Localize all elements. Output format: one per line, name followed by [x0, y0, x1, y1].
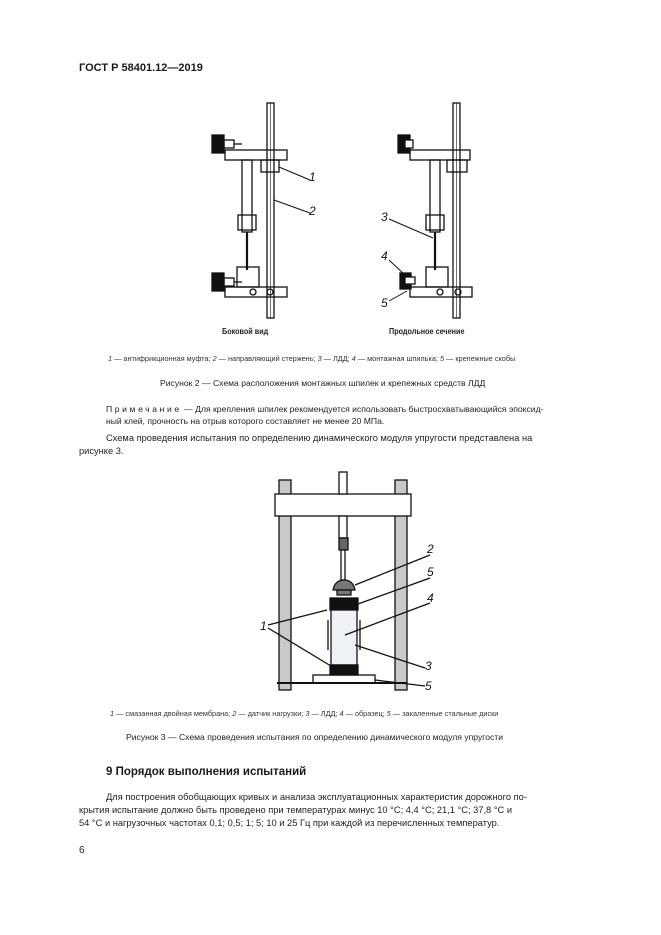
- standard-header: ГОСТ Р 58401.12—2019: [79, 62, 203, 74]
- callout-5: 5: [381, 296, 388, 310]
- note-label: Примечание: [106, 404, 182, 414]
- callout-1: 1: [309, 170, 316, 184]
- intro-paragraph: Схема проведения испытания по определению динамического модуля упругости представлена на рисунке 3.: [79, 433, 533, 457]
- callout-5-top: 5: [427, 565, 434, 579]
- section-9-paragraph: Для построения обобщающих кривых и анализа эксплуатационных характеристик дорожного по- крытия испытание должно быть проведено при температурах минус 10 °С; 4,4 °С; 21,1 °С; 37,8 °С и 54 °С и нагрузочных частотах 0,1; 0,5; 1; 5; 10 и 25 Гц при каждой из перечисленных температур.: [79, 792, 527, 829]
- callout-2: 2: [427, 542, 434, 556]
- figure-2-legend: 1 — антифрикционная муфта; 2 — направляющий стержень; 3 — ЛДД; 4 — монтажная шпилька; 5 — крепежные скобы: [108, 354, 516, 363]
- callout-2: 2: [309, 204, 316, 218]
- figure-3-diagram: [255, 470, 450, 695]
- callout-5-bottom: 5: [425, 679, 432, 693]
- figure-3-legend: 1 — смазанная двойная мембрана; 2 — датчик нагрузки; 3 — ЛДД; 4 — образец; 5 — закаленные стальные диски: [110, 709, 499, 718]
- callout-4: 4: [427, 591, 434, 605]
- figure-3-title: Рисунок 3 — Схема проведения испытания по определению динамического модуля упругости: [126, 732, 504, 742]
- callout-4: 4: [381, 249, 388, 263]
- section-9-heading: 9 Порядок выполнения испытаний: [106, 766, 307, 778]
- note-paragraph: Примечание — Для крепления шпилек рекомендуется использовать быстросхватывающийся эпоксид- ный клей, прочность на отрыв которого составляет не менее 20 МПа.: [106, 404, 544, 426]
- section-view-drawing: [398, 103, 472, 318]
- section-view-label: Продольное сечение: [389, 326, 465, 336]
- figure-2-diagram: [195, 95, 495, 325]
- side-view-drawing: [212, 103, 287, 318]
- figure-2-title: Рисунок 2 — Схема расположения монтажных шпилек и крепежных средств ЛДД: [160, 378, 486, 388]
- callout-1: 1: [260, 619, 267, 633]
- side-view-label: Боковой вид: [222, 326, 269, 336]
- callout-3: 3: [381, 210, 388, 224]
- callout-3: 3: [425, 659, 432, 673]
- page-number: 6: [79, 845, 85, 856]
